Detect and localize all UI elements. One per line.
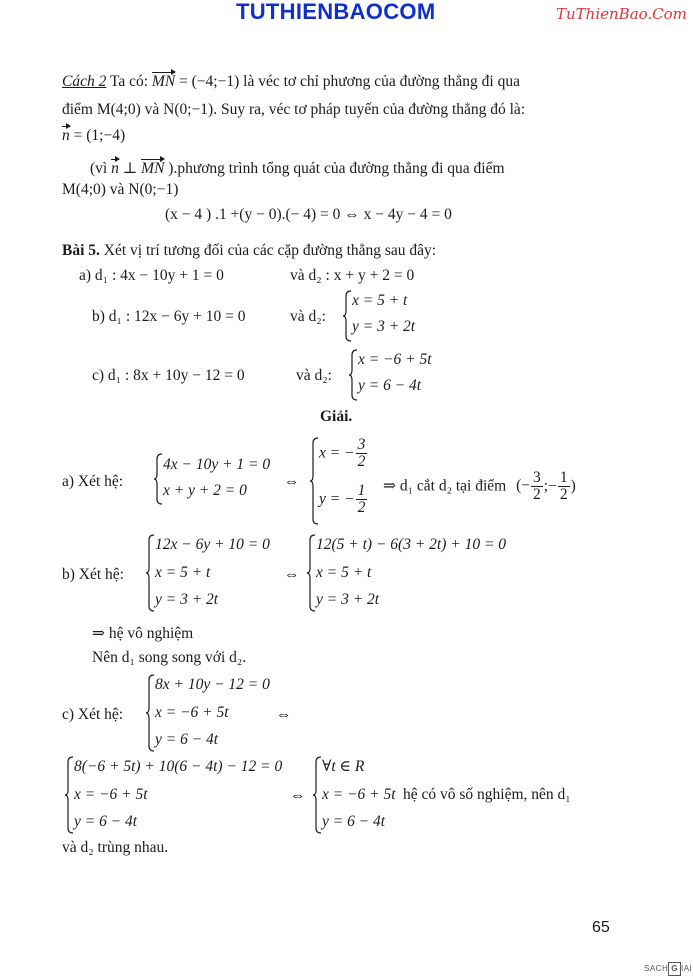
iff-symbol: ⇔ (290, 787, 306, 804)
cach2-label: Cách 2 (62, 73, 107, 90)
logo-box: G (668, 962, 681, 976)
bai5-c-d1: c) d₁ : 8x + 10y − 12 = 0 (92, 367, 245, 384)
brace (309, 437, 319, 525)
brace (153, 453, 163, 505)
text: SACH (644, 964, 669, 973)
system-row (319, 483, 368, 517)
system-row: y = 6 − 4t (74, 813, 138, 830)
text: y = − (319, 490, 355, 508)
numerator: 1 (357, 482, 366, 499)
footer-logo (644, 962, 692, 976)
vector-n: n (62, 127, 70, 144)
system-row: x = −6 + 5t (358, 351, 432, 368)
system-row: 12(5 + t) − 6(3 + 2t) + 10 = 0 (316, 536, 507, 553)
text: = (−4;−1) (179, 73, 240, 90)
fraction (558, 470, 570, 504)
solution-a-result (383, 470, 576, 504)
fraction (356, 483, 368, 517)
text: (− (516, 477, 531, 495)
solution-c-conclusion: hệ có vô số nghiệm, nên d₁ (403, 786, 571, 803)
cach2-line3 (62, 126, 125, 146)
brace (348, 349, 358, 401)
system-row: x = 5 + t (352, 292, 408, 309)
system-row: y = 3 + 2t (352, 318, 416, 335)
fraction (531, 470, 543, 504)
text: IAI (680, 964, 693, 973)
system-row: x = 5 + t (316, 564, 372, 581)
bai5-a-d1: a) d₁ : 4x − 10y + 1 = 0 (79, 267, 224, 284)
brace (312, 756, 322, 834)
system-row: 4x − 10y + 1 = 0 (163, 456, 271, 473)
brace (342, 290, 352, 342)
text: x = − (319, 444, 355, 462)
system-row: y = 6 − 4t (322, 813, 386, 830)
site-title: TUTHIENBAOCOM (236, 0, 436, 24)
brace (145, 674, 155, 752)
bai5-heading (62, 241, 436, 261)
solution-b-label: b) Xét hệ: (62, 566, 124, 583)
cach2-line5: M(4;0) và N(0;−1) (62, 181, 179, 198)
bai5-b-and: và d₂: (290, 308, 326, 325)
solution-title: Giải. (320, 408, 353, 425)
cach2-equation: (x − 4 ) .1 +(y − 0).(− 4) = 0 ⇔ x − 4y − 4 = 0 (165, 206, 452, 223)
text: = (1;−4) (73, 127, 126, 144)
vector-mn: MN (151, 73, 176, 90)
bai5-b-d1: b) d₁ : 12x − 6y + 10 = 0 (92, 308, 246, 325)
text: ).phương trình tổng quát của đường thẳng đi qua điểm (168, 160, 505, 177)
brace (145, 534, 155, 612)
numerator: 1 (559, 469, 568, 486)
brace (64, 756, 74, 834)
fraction (356, 437, 368, 471)
system-row: x = −6 + 5t (322, 786, 396, 803)
solution-c-conclusion-2: và d₂ trùng nhau. (62, 839, 169, 856)
text: Ta có: (109, 73, 149, 90)
system-row (319, 437, 368, 471)
solution-a-label: a) Xét hệ: (62, 473, 124, 490)
system-row: 12x − 6y + 10 = 0 (155, 536, 270, 553)
system-row: y = 6 − 4t (358, 377, 422, 394)
solution-b-conclusion-2: Nên d₁ song song với d₂. (92, 649, 247, 666)
bai5-a-d2: và d₂ : x + y + 2 = 0 (290, 267, 415, 284)
system-row: 8x + 10y − 12 = 0 (155, 676, 270, 693)
vector-n: n (111, 160, 119, 177)
system-row: x = −6 + 5t (155, 704, 229, 721)
vector-mn: MN (141, 160, 165, 177)
perp-symbol: ⊥ (122, 160, 138, 177)
denominator: 2 (357, 453, 366, 471)
solution-b-conclusion-1: ⇒ hệ vô nghiệm (92, 625, 194, 642)
system-row: x + y + 2 = 0 (163, 482, 247, 499)
bai5-title: Bài 5. (62, 242, 100, 259)
site-script-logo: TuThienBao.Com (556, 5, 687, 23)
system-row: 8(−6 + 5t) + 10(6 − 4t) − 12 = 0 (74, 758, 283, 775)
system-row: x = 5 + t (155, 564, 211, 581)
text: ) (570, 477, 576, 495)
cach2-line2: điểm M(4;0) và N(0;−1). Suy ra, véc tơ pháp tuyến của đường thẳng đó là: (62, 101, 526, 118)
denominator: 2 (357, 499, 366, 517)
cach2-line4 (90, 159, 505, 179)
cach2-line1 (62, 72, 520, 92)
iff-symbol: ⇔ (284, 473, 300, 490)
denominator: 2 (559, 486, 568, 504)
system-row: y = 3 + 2t (316, 591, 380, 608)
iff-symbol: ⇔ (276, 706, 292, 723)
numerator: 3 (533, 469, 541, 486)
brace (306, 534, 316, 612)
bai5-prompt: Xét vị trí tương đối của các cặp đường thẳng sau đây: (103, 242, 437, 259)
bai5-c-and: và d₂: (296, 367, 332, 384)
solution-c-label: c) Xét hệ: (62, 706, 124, 723)
numerator: 3 (357, 436, 366, 453)
text: ;− (543, 477, 557, 495)
text: ⇒ d₁ cắt d₂ tại điểm (383, 477, 507, 495)
system-row: y = 6 − 4t (155, 731, 219, 748)
system-row: y = 3 + 2t (155, 591, 219, 608)
text: (vì (90, 160, 108, 177)
text: là véc tơ chỉ phương của đường thẳng đi qua (243, 73, 520, 90)
system-row: x = −6 + 5t (74, 786, 148, 803)
iff-symbol: ⇔ (284, 566, 300, 583)
system-row: ∀t ∈ R (322, 758, 365, 775)
page-number: 65 (592, 919, 610, 936)
denominator: 2 (533, 486, 541, 504)
